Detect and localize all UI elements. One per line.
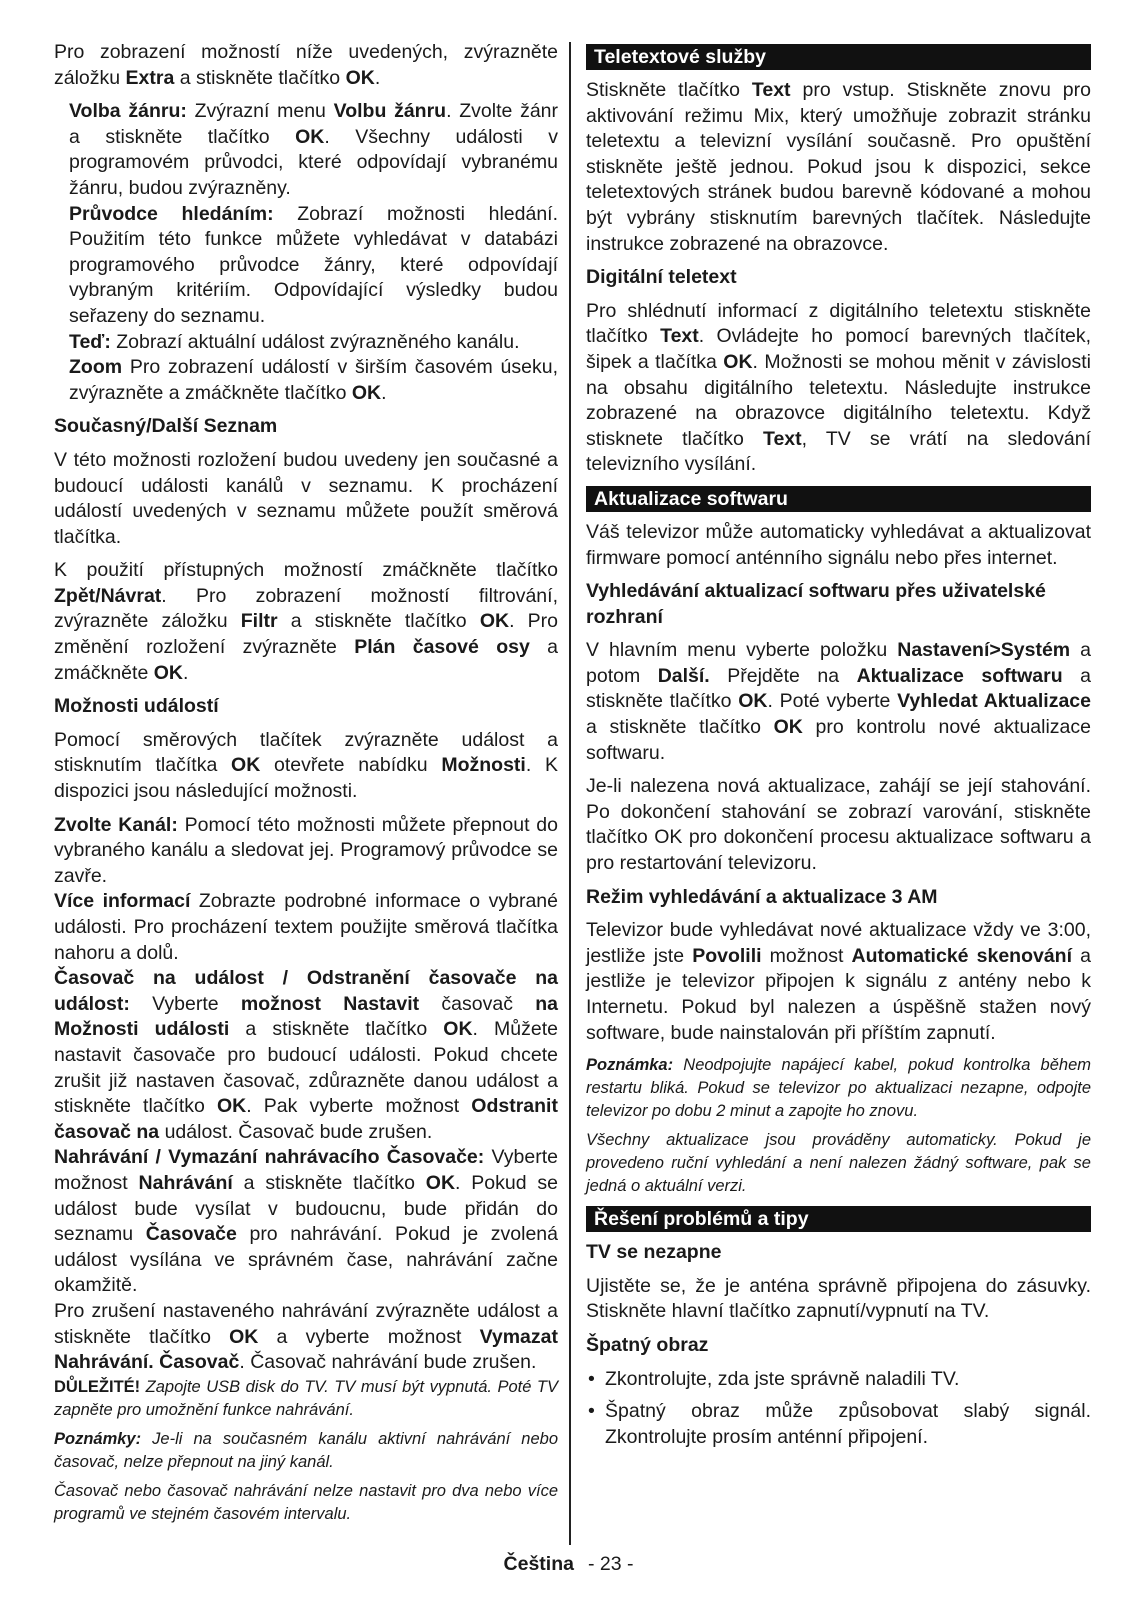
cancel-recording-paragraph: Pro zrušení nastaveného nahrávání zvýrazněte událost a stiskněte tlačítko OK a vyberte možnost Vymazat Nahrávání. Časovač. Časovač nahrávání bude zrušen. (54, 1299, 558, 1374)
accessible-options-paragraph: K použití přístupných možností zmáčkněte tlačítko Zpět/Návrat. Pro zobrazení možností filtrování, zvýrazněte záložku Filtr a stiskněte tlačítko OK. Pro změnění rozložení zvýrazněte Plán časové osy a zmáčkněte OK. (54, 559, 559, 684)
current-next-paragraph: V této možnosti rozložení budou uvedeny jen současné a budoucí události kanálů v seznamu. K procházení událostí uvedených v seznamu můžete použít směrová tlačítka. (54, 448, 558, 548)
option-recording: Nahrávání / Vymazání nahrávacího Časovače: Vyberte možnost Nahrávání a stiskněte tlačítko OK. Pokud se událost bude vysílat v budoucnu, bude přidán do seznamu Časovače pro nahrávání. Pokud je zvolená událost vysílána ve správném čase, nahrávání začne okamžitě. (54, 1146, 559, 1297)
option-more-info: Více informací Zobrazte podrobné informace o vybrané události. Pro procházení textem použijte směrová tlačítka nahoru a dolů. (54, 890, 558, 964)
software-update-paragraph: Váš televizor může automaticky vyhledávat a aktualizovat firmware pomocí anténního signálu nebo přes internet. (586, 520, 1091, 569)
heading-update-search-ui: Vyhledávání aktualizací softwaru přes uživatelské rozhraní (586, 580, 1046, 628)
bullet-item: • Zkontrolujte, zda jste správně naladili TV. (586, 1367, 1091, 1393)
bullet-icon: • (588, 1367, 595, 1390)
note-all-updates: Všechny aktualizace jsou prováděny automaticky. Pokud je provedeno ruční vyhledání a není nalezen žádný software, pak se jedná o aktuální verzi. (586, 1131, 1091, 1196)
tv-not-on-paragraph: Ujistěte se, že je anténa správně připojena do zásuvky. Stiskněte hlavní tlačítko zapnutí/vypnutí na TV. (586, 1274, 1091, 1323)
timer-note: Časovač nebo časovač nahrávání nelze nastavit pro dva nebo více programů ve stejném časovém intervalu. (54, 1481, 558, 1523)
option-genre: Volba žánru: Zvýrazní menu Volbu žánru. Zvolte žánr a stiskněte tlačítko OK. Všechny události v programovém průvodci, které odpovídají vybranému žánru, budou zvýrazněny. (69, 100, 559, 199)
left-column (54, 40, 558, 1534)
heading-event-options: Možnosti událostí (54, 695, 219, 718)
footer-language: Čeština (503, 1553, 574, 1575)
heading-bad-picture: Špatný obraz (586, 1333, 709, 1356)
heading-digital-teletext: Digitální teletext (586, 266, 737, 289)
option-now: Teď: Zobrazí aktuální událost zvýrazněného kanálu. (69, 330, 520, 353)
section-bar-software-update: Aktualizace softwaru (586, 486, 1091, 512)
heading-3am-mode: Režim vyhledávání a aktualizace 3 AM (586, 885, 938, 908)
option-zoom: Zoom Pro zobrazení událostí v širším časovém úseku, zvýrazněte a zmáčkněte tlačítko OK. (69, 356, 558, 404)
option-select-channel: Zvolte Kanál: Pomocí této možnosti můžete přepnout do vybraného kanálu a sledovat jej. Programový průvodce se zavře. (54, 813, 558, 887)
important-note: DŮLEŽITÉ! Zapojte USB disk do TV. TV musí být vypnutá. Poté TV zapněte pro umožnění funkce nahrávání. (54, 1377, 558, 1419)
main-menu-paragraph: V hlavním menu vyberte položku Nastavení>Systém a potom Další. Přejděte na Aktualizace softwaru a stiskněte tlačítko OK. Poté vyberte Vyhledat Aktualizace a stiskněte tlačítko OK pro kontrolu nové aktualizace softwaru. (586, 639, 1092, 764)
note-power-cable: Poznámka: Neodpojujte napájecí kabel, pokud kontrolka během restartu bliká. Pokud se televizor po aktualizaci nezapne, odpojte televizor po dobu 2 minut a zapojte ho znovu. (586, 1056, 1091, 1121)
notes-paragraph: Poznámky: Je-li na současném kanálu aktivní nahrávání nebo časovač, nelze přepnout na jiný kanál. (54, 1429, 558, 1471)
digital-teletext-paragraph: Pro shlédnutí informací z digitálního teletextu stiskněte tlačítko Text. Ovládejte ho pomocí barevných tlačítek, šipek a tlačítka OK. Možnosti se mohou měnit v závislosti na obsahu digitálního teletextu. Následujte instrukce zobrazené na obrazovce digitálního teletextu. Když stisknete tlačítko Text, TV se vrátí na sledování televizního vysílání. (586, 299, 1091, 476)
heading-current-next-list: Současný/Další Seznam (54, 415, 278, 438)
right-column (586, 40, 1091, 1457)
section-bar-teletext: Teletextové služby (586, 44, 1091, 70)
bullet-item: • Špatný obraz může způsobovat slabý signál. Zkontrolujte prosím anténní připojení. (588, 1400, 1091, 1448)
teletext-paragraph: Stiskněte tlačítko Text pro vstup. Stiskněte znovu pro aktivování režimu Mix, který umožňuje zobrazit stránku teletextu a televizní vysílání současně. Pro opuštění stiskněte ještě jednou. Pokud jsou k dispozici, sekce teletextových stránek budou barevně kódované a mohou být vybrány stisknutím barevných tlačítek. Následujte instrukce zobrazené na obrazovce. (586, 79, 1091, 255)
bullet-icon: • (588, 1400, 595, 1423)
page-number: - 23 - (587, 1553, 634, 1575)
update-found-paragraph: Je-li nalezena nová aktualizace, zahájí se její stahování. Po dokončení stahování se zobrazí varování, stiskněte tlačítko OK pro dokončení procesu aktualizace softwaru a pro restartování televizoru. (586, 775, 1091, 875)
page-footer (0, 1551, 1137, 1577)
event-options-paragraph: Pomocí směrových tlačítek zvýrazněte událost a stisknutím tlačítka OK otevřete nabídku Možnosti. K dispozici jsou následující možnosti. (54, 728, 559, 803)
heading-tv-not-on: TV se nezapne (586, 1241, 722, 1264)
option-search-guide: Průvodce hledáním: Zobrazí možnosti hledání. Použitím této funkce můžete vyhledávat v databázi programového průvodce žánry, které odpovídají vybraným kritériím. Odpovídající výsledky budou seřazeny do seznamu. (69, 202, 558, 327)
column-divider (569, 42, 571, 1545)
3am-mode-paragraph: Televizor bude vyhledávat nové aktualizace vždy ve 3:00, jestliže jste Povolili možnost Automatické skenování a jestliže je televizor připojen k signálu z antény nebo k Internetu. Pokud byl nalezen a úspěšně stažen nový software, bude nainstalován při příštím zapnutí. (586, 919, 1091, 1044)
intro-paragraph: Pro zobrazení možností níže uvedených, zvýrazněte záložku Extra a stiskněte tlačítko OK. (54, 41, 558, 89)
option-event-timer: Časovač na událost / Odstranění časovače na událost: Vyberte možnost Nastavit časovač na Možnosti události a stiskněte tlačítko OK. Můžete nastavit časovače pro budoucí události. Pokud chcete zrušit již nastaven časovač, zdůrazněte danou událost a stiskněte tlačítko OK. Pak vyberte možnost Odstranit časovač na událost. Časovač bude zrušen. (54, 967, 559, 1143)
section-bar-troubleshooting: Řešení problémů a tipy (586, 1206, 1091, 1232)
